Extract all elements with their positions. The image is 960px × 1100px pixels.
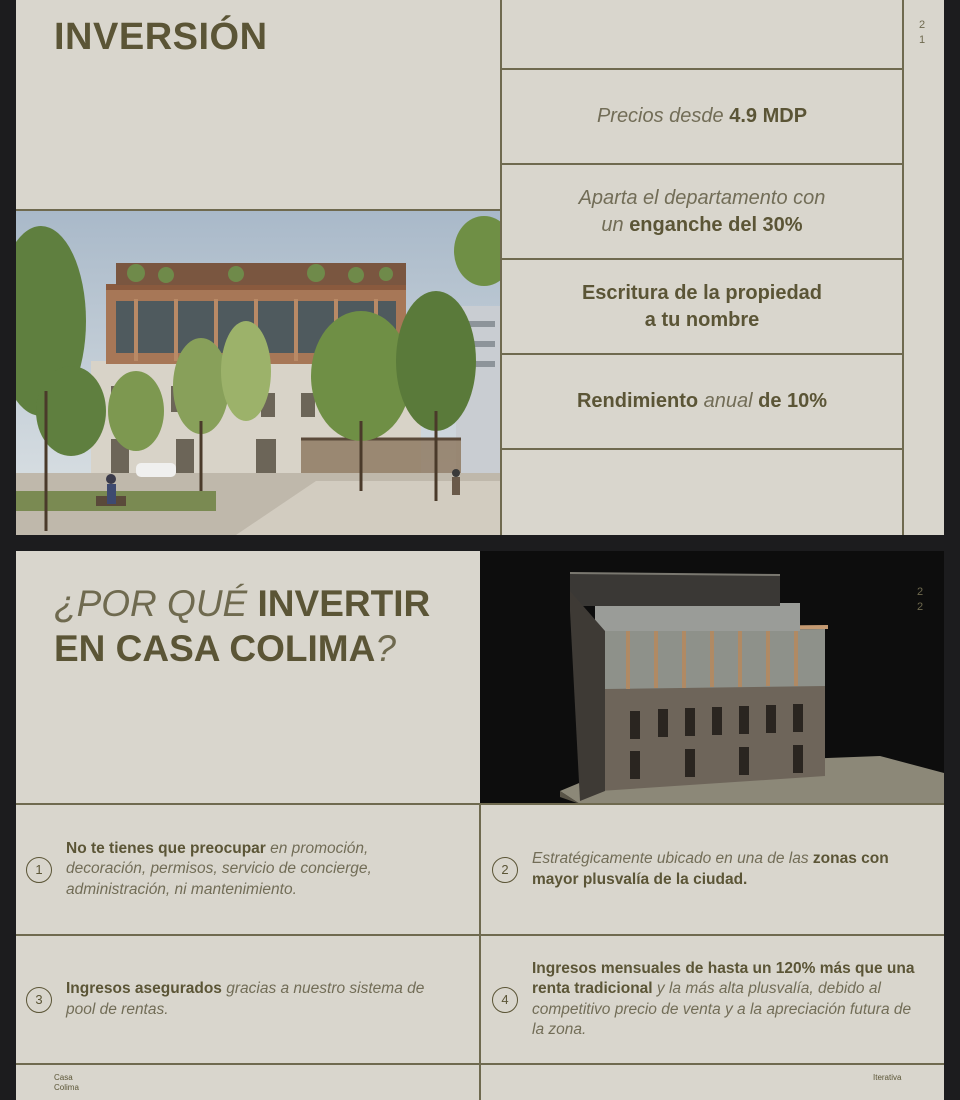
divider [500,448,903,450]
feature-2: 2 Estratégicamente ubicado en una de las zonas con mayor plusvalía de la ciudad. [492,805,932,934]
slide-title: ¿POR QUÉ INVERTIR EN CASA COLIMA? [54,583,431,669]
page-number: 2 2 [916,586,924,613]
page-number: 2 1 [918,19,926,46]
divider [902,0,904,535]
yield-item: Rendimiento anual de 10% [576,390,828,412]
building-model-image [480,551,944,804]
slide-title: INVERSIÓN [54,16,268,58]
divider [479,803,481,1100]
footer-company: Iterativa [873,1073,902,1082]
feature-1: 1 No te tienes que preocupar en promoción, decoración, permisos, servicio de concierge, administración, ni mantenimiento. [26,805,466,934]
number-badge: 1 [26,857,52,883]
feature-3: 3 Ingresos asegurados gracias a nuestro sistema de pool de rentas. [26,936,466,1063]
slide-inversion [16,0,944,535]
down-payment-item: Aparta el departamento con un enganche del 30% [578,186,826,236]
building-render-image [16,211,500,535]
number-badge: 2 [492,857,518,883]
price-item: Precios desde 4.9 MDP [596,105,808,127]
feature-4: 4 Ingresos mensuales de hasta un 120% más que una renta tradicional y la más alta plusvalía, debido al competitivo precio de venta y a la apreciación futura de la zona. [492,936,932,1063]
number-badge: 3 [26,987,52,1013]
slide-por-que-invertir [16,551,944,1100]
number-badge: 4 [492,987,518,1013]
footer-brand: Casa Colima [54,1073,79,1092]
deed-item: Escritura de la propiedad a tu nombre [581,281,823,331]
